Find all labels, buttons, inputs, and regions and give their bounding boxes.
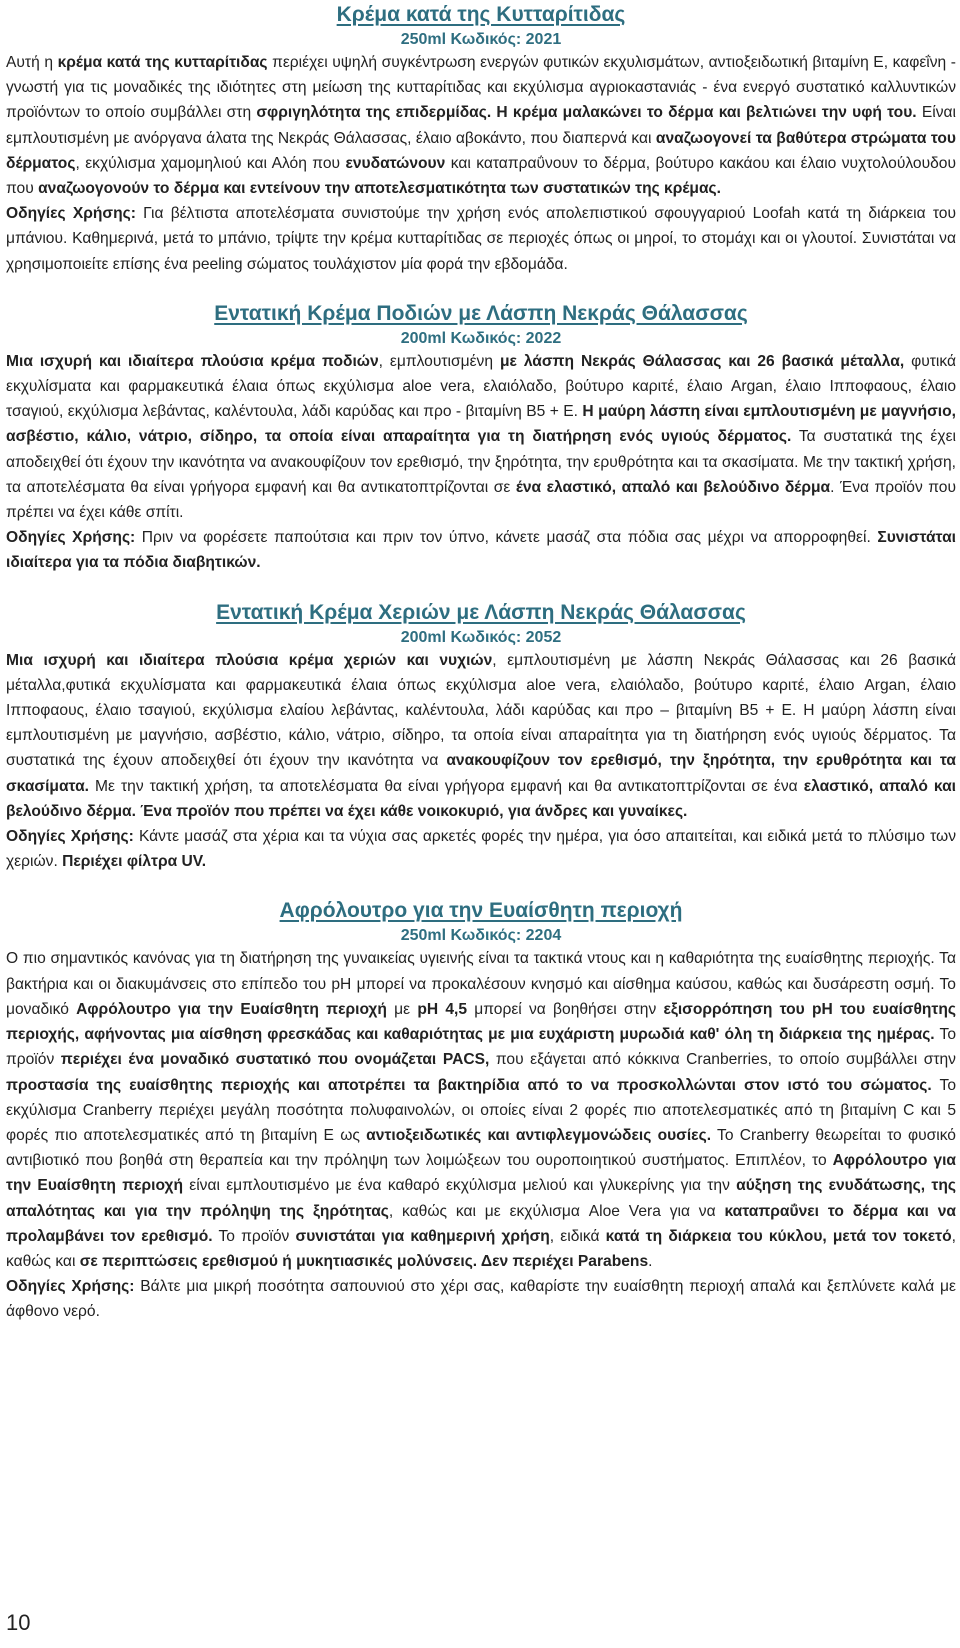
- text-run: και καταπραΰνουν το δέρμα, βούτυρο κακάου και έλαιο νυχτολούλουδου που: [6, 154, 956, 198]
- bold-text-run: Μια ισχυρή και ιδιαίτερα πλούσια κρέμα χεριών και νυχιών: [6, 651, 493, 669]
- text-run: Το προϊόν: [6, 1026, 956, 1069]
- bold-text-run: Η μαύρη λάσπη είναι εμπλουτισμένη με μαγνήσιο, ασβέστιο, κάλιο, νάτριο, σίδηρο, τα οποία είναι απαραίτητα για τη διατήρηση ενός υγιούς δέρματος.: [6, 403, 956, 446]
- section-title: Κρέμα κατά της Κυτταρίτιδας: [336, 3, 626, 26]
- text-run: , καθώς και: [6, 1227, 956, 1270]
- bold-text-run: Μια ισχυρή και ιδιαίτερα πλούσια κρέμα ποδιών: [6, 352, 379, 370]
- section-instructions: [6, 525, 956, 575]
- bold-text-run: ένα ελαστικό, απαλό και βελούδινο δέρμα: [515, 478, 831, 496]
- document-page: [6, 0, 956, 1347]
- text-run: Κάντε μασάζ στα χέρια και τα νύχια σας αρκετές φορές την ημέρα, για όσο απαιτείται, και ειδικά μετά το πλύσιμο των χεριών.: [6, 828, 956, 871]
- text-run: .: [648, 1252, 653, 1270]
- bold-text-run: αναζωογονεί τα βαθύτερα στρώματα του δέρματος: [6, 129, 956, 172]
- bold-text-run: Συνιστάται ιδιαίτερα για τα πόδια διαβητικών.: [6, 529, 957, 572]
- section-instructions: [6, 201, 956, 277]
- section-description: [6, 50, 956, 201]
- bold-text-run: συνιστάται για καθημερινή χρήση: [295, 1227, 550, 1245]
- bold-text-run: Αφρόλουτρο για την Ευαίσθητη περιοχή: [6, 1152, 956, 1195]
- section-cellulite-cream: [6, 0, 956, 277]
- bold-text-run: με λάσπη Νεκράς Θάλασσας και 26 βασικά μέταλλα,: [499, 352, 905, 370]
- text-run: Ο πιο σημαντικός κανόνας για τη διατήρηση της γυναικείας υγιεινής είναι τα τακτικά ντους και η καθαριότητα της ευαίσθητης περιοχής. Τα βακτήρια και οι διακυμάνσεις στο επίπεδο του pH μπορεί να προκαλέσουν κνησμό και αίσθημα καύσου, καθώς και δυσάρεστη οσμή. Το μοναδικό: [6, 950, 956, 1018]
- text-run: Αυτή η: [6, 54, 58, 71]
- bold-text-run: Οδηγίες Χρήσης:: [6, 1278, 135, 1296]
- bold-text-run: Αφρόλουτρο για την Ευαίσθητη περιοχή: [76, 1000, 387, 1018]
- text-run: . Ένα προϊόν που πρέπει να έχει κάθε σπίτι.: [6, 478, 956, 522]
- text-run: , εμπλουτισμένη με λάσπη Νεκράς Θάλασσας και 26 βασικά μέταλλα,φυτικά εκχυλίσματα και φαρμακευτικά έλαια όπως εκχύλισμα aloe vera, ελαιόλαδο, βούτυρο καριτέ, έλαιο Argan, έλαιο Ιπποφαους, έλαιο τσαγιού, εκχύλισμα ελαίου λεβάντας, καλέντουλα, λάδι καρύδας και προ – βιταμίνη Β5 + Ε. Η μαύρη λάσπη είναι εμπλουτισμένη με μαγνήσιο, ασβέστιο, κάλιο, νάτριο, σίδηρο, τα οποία είναι απαραίτητα για τη διατήρηση ενός υγιούς δέρματος. Τα συστατικά της έχουν αποδειχθεί ότι έχουν την ικανότητα να: [6, 651, 956, 770]
- text-run: με: [386, 1000, 418, 1018]
- section-subtitle: 200ml Κωδικός: 2022: [400, 329, 562, 347]
- text-run: είναι εμπλουτισμένο με ένα καθαρό εκχύλισμα μελιού και γλυκερίνης για την: [182, 1177, 737, 1195]
- section-description: [6, 946, 956, 1274]
- section-description: [6, 648, 956, 824]
- section-title: Εντατική Κρέμα Ποδιών με Λάσπη Νεκράς Θάλασσας: [214, 301, 748, 325]
- bold-text-run: pH 4,5: [417, 1000, 468, 1018]
- section-subtitle: 250ml Κωδικός: 2204: [400, 927, 562, 945]
- bold-text-run: προστασία της ευαίσθητης περιοχής και αποτρέπει τα βακτηρίδια από το να προσκολλώνται στον ιστό του σώματος.: [6, 1076, 932, 1094]
- bold-text-run: Οδηγίες Χρήσης:: [6, 529, 136, 547]
- text-run: Με την τακτική χρήση, τα αποτελέσματα θα είναι γρήγορα εμφανή και θα αντικατοπτρίζονται σε ένα: [89, 777, 804, 795]
- bold-text-run: ανακουφίζουν τον ερεθισμό, την ξηρότητα, την ερυθρότητα και τα σκασίματα.: [6, 752, 956, 795]
- text-run: Το προϊόν: [212, 1227, 296, 1245]
- text-run: , ειδικά: [549, 1227, 606, 1245]
- bold-text-run: ενυδατώνουν: [345, 154, 446, 172]
- bold-text-run: αντιοξειδωτικές και αντιφλεγμονώδεις ουσίες.: [366, 1126, 712, 1144]
- text-run: Είναι εμπλουτισμένη με ανόργανα άλατα της Νεκράς Θάλασσας, έλαιο αβοκάντο, που διαπερνά και: [6, 104, 956, 147]
- text-run: Το Cranberry θεωρείται το φυσικό αντιβιοτικό που βοηθά στη θεραπεία και την πρόληψη των λοιμώξεων του ουροποιητικού συστήματος. Επιπλέον, το: [6, 1126, 956, 1170]
- text-run: , εκχύλισμα χαμομηλιού και Αλόη που: [75, 154, 346, 172]
- section-foot-cream: [6, 299, 956, 576]
- text-run: Το εκχύλισμα Cranberry περιέχει μεγάλη ποσότητα πολυφαινολών, οι οποίες είναι 2 φορές πιο αποτελεσματικές από τη βιταμίνη C και 5 φορές πιο αποτελεσματικές από τη βιταμίνη Ε ως: [6, 1076, 956, 1144]
- section-subtitle: 200ml Κωδικός: 2052: [400, 628, 562, 646]
- text-run: , εμπλουτισμένη: [378, 352, 500, 370]
- page-number: 10: [6, 1610, 31, 1635]
- section-instructions: [6, 824, 956, 874]
- section-subtitle: 250ml Κωδικός: 2021: [400, 31, 562, 48]
- bold-text-run: περιέχει ένα μοναδικό συστατικό που ονομάζεται PACS,: [60, 1051, 490, 1069]
- bold-text-run: αναζωογονούν το δέρμα και εντείνουν την αποτελεσματικότητα των συστατικών της κρέμας.: [38, 180, 721, 198]
- section-intimate-wash: [6, 896, 956, 1324]
- text-run: περιέχει υψηλή συγκέντρωση ενεργών φυτικών εκχυλισμάτων, αντιοξειδωτική βιταμίνη Ε, καφεΐνη - γνωστή για τις μοναδικές της ιδιότητες στη μείωση της κυτταρίτιδας και εκχύλισμα αγριοκαστανιάς - ένα ενεργό συστατικό καλλυντικών προϊόντων το οποίο συμβάλλει στη: [6, 54, 956, 122]
- bold-text-run: αύξηση της ενυδάτωσης, της απαλότητας και για την πρόληψη της ξηρότητας: [6, 1177, 956, 1220]
- bold-text-run: κρέμα κατά της κυτταρίτιδας: [57, 54, 268, 71]
- text-run: Πριν να φορέσετε παπούτσια και πριν τον ύπνο, κάνετε μασάζ στα πόδια σας μέχρι να απορροφηθεί.: [135, 529, 878, 547]
- section-description: [6, 349, 956, 525]
- bold-text-run: σφριγηλότητα της επιδερμίδας. Η κρέμα μαλακώνει το δέρμα και βελτιώνει την υφή του.: [256, 104, 917, 122]
- text-run: που εξάγεται από κόκκινα Cranberries, το οποίο συμβάλλει στην: [489, 1051, 956, 1069]
- text-run: Βάλτε μια μικρή ποσότητα σαπουνιού στο χέρι σας, καθαρίστε την ευαίσθητη περιοχή απαλά και ξεπλύνετε καλά με άφθονο νερό.: [6, 1278, 956, 1321]
- bold-text-run: κατά τη διάρκεια του κύκλου, μετά τον τοκετό: [605, 1227, 952, 1245]
- section-hand-cream: [6, 598, 956, 875]
- text-run: Για βέλτιστα αποτελέσματα συνιστούμε την χρήση ενός απολεπιστικού σφουγγαριού Loofah κατά τη διάρκεια του μπάνιου. Καθημερινά, μετά το μπάνιο, τρίψτε την κρέμα κυτταρίτιδας σε περιοχές όπως οι μηροί, το στομάχι και οι γλουτοί. Συνιστάται να χρησιμοποιείτε επίσης ένα peeling σώματος τουλάχιστον μία φορά την εβδομάδα.: [6, 205, 957, 273]
- bold-text-run: ελαστικό, απαλό και βελούδινο δέρμα. Ένα προϊόν που πρέπει να έχει κάθε νοικοκυριό, για άνδρες και γυναίκες.: [6, 777, 956, 820]
- bold-text-run: καταπραΰνει το δέρμα και να προλαμβάνει τον ερεθισμό.: [6, 1202, 956, 1245]
- bold-text-run: Περιέχει φίλτρα UV.: [62, 853, 207, 871]
- bold-text-run: εξισορρόπηση του pH του ευαίσθητης περιοχής, αφήνοντας μια αίσθηση φρεσκάδας και καθαριότητας με μια ευχάριστη μυρωδιά καθ' όλη τη διάρκεια της ημέρας.: [6, 1000, 956, 1044]
- text-run: μπορεί να βοηθήσει στην: [467, 1000, 664, 1018]
- bold-text-run: Οδηγίες Χρήσης:: [6, 828, 134, 846]
- section-title: Εντατική Κρέμα Χεριών με Λάσπη Νεκράς Θάλασσας: [216, 600, 746, 624]
- text-run: Τα συστατικά της έχει αποδειχθεί ότι έχουν την ικανότητα να ανακουφίζουν τον ερεθισμό, την ξηρότητα, την ερυθρότητα και τα σκασίματα. Με την τακτική χρήση, τα αποτελέσματα θα είναι γρήγορα εμφανή και θα αντικατοπτρίζονται σε: [6, 428, 956, 496]
- bold-text-run: σε περιπτώσεις ερεθισμού ή μυκητιασικές μολύνσεις. Δεν περιέχει Parabens: [79, 1252, 649, 1270]
- text-run: , καθώς και με εκχύλισμα Aloe Vera για να: [388, 1202, 725, 1220]
- text-run: φυτικά εκχυλίσματα και φαρμακευτικά έλαια όπως εκχύλισμα aloe vera, ελαιόλαδο, βούτυρο καριτέ, έλαιο Argan, έλαιο Ιπποφαους, έλαιο τσαγιού, εκχύλισμα λεβάντας, καλέντουλα, λάδι καρύδας και προ - βιταμίνη Β5 + Ε.: [6, 352, 957, 421]
- section-instructions: [6, 1274, 956, 1324]
- bold-text-run: Οδηγίες Χρήσης:: [6, 205, 136, 223]
- section-title: Αφρόλουτρο για την Ευαίσθητη περιοχή: [279, 899, 683, 923]
